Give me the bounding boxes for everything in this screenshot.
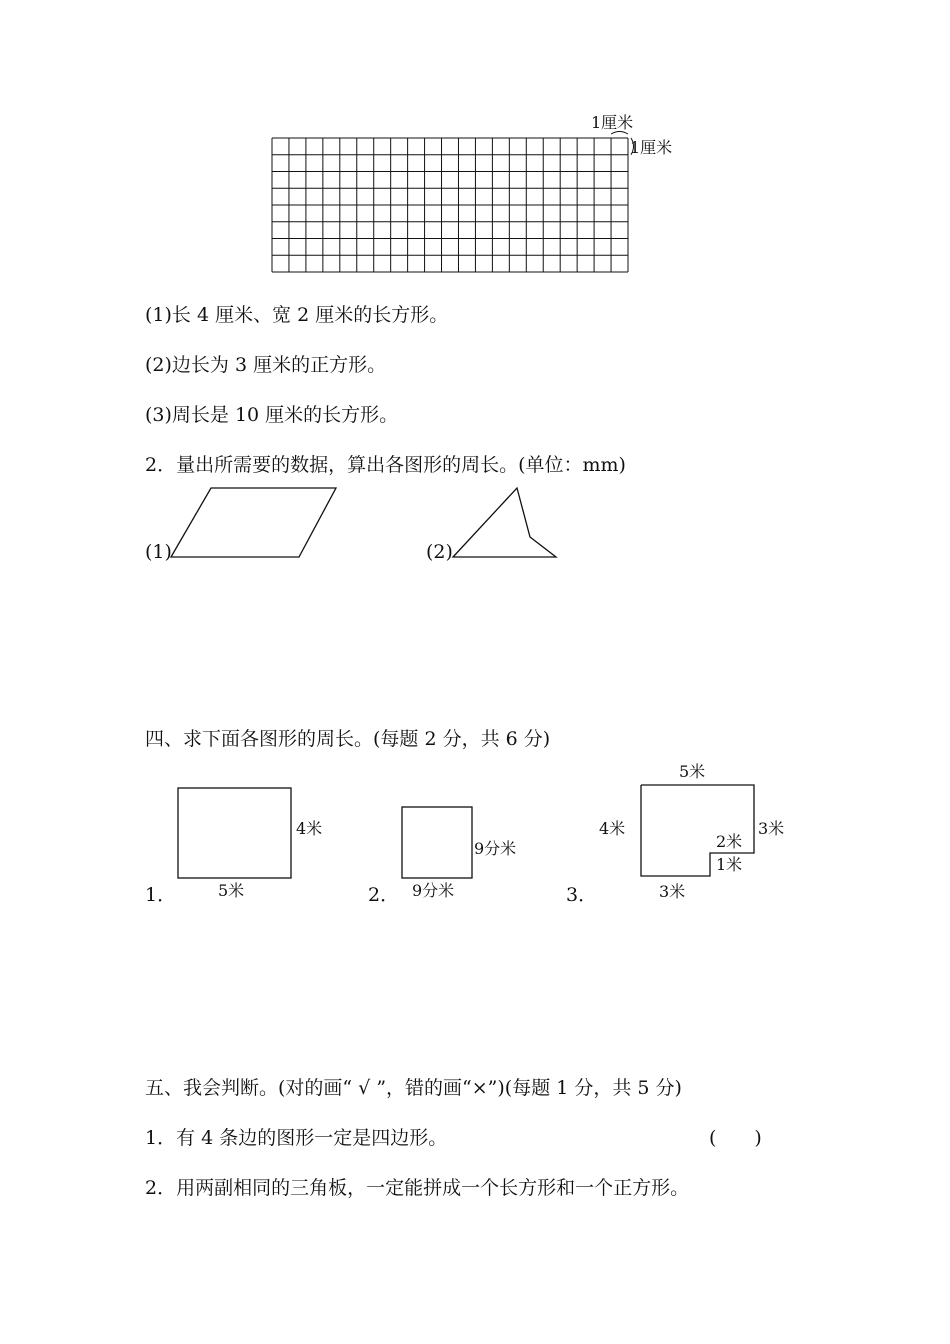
l-shape-right-label: 3米: [758, 819, 785, 838]
answer-blank-1[interactable]: ( ): [709, 1127, 762, 1149]
l-shape-inner-top-label: 2米: [716, 832, 743, 851]
task-rectangle-perimeter-10: (3)周长是 10 厘米的长方形。: [145, 404, 399, 426]
grid-unit-label-top: 1厘米: [591, 113, 634, 132]
rectangle-bottom-label: 5米: [218, 881, 245, 900]
section-five-title: 五、我会判断。(对的画“ √ ”，错的画“×”)(每题 1 分，共 5 分): [145, 1077, 682, 1099]
figure-number-3: 3．: [566, 884, 598, 906]
task-square-3: (2)边长为 3 厘米的正方形。: [145, 354, 387, 376]
grid-unit-label-right: 1厘米: [630, 138, 673, 157]
figure-label-quadrilateral: (2): [426, 541, 453, 563]
l-shape-bottom-label: 3米: [659, 882, 686, 901]
square-grid: [271, 137, 631, 277]
l-shape-inner-step-label: 1米: [716, 855, 743, 874]
square-bottom-label: 9分米: [412, 881, 455, 900]
figure-label-parallelogram: (1): [145, 541, 172, 563]
judge-question-1: 1．有 4 条边的图形一定是四边形。: [145, 1127, 448, 1149]
figure-number-1: 1．: [145, 884, 177, 906]
parallelogram-figure: [165, 484, 365, 564]
quadrilateral-figure: [446, 484, 576, 564]
section-four-title: 四、求下面各图形的周长。(每题 2 分，共 6 分): [145, 728, 551, 750]
square-side-label: 9分米: [474, 839, 517, 858]
figure-number-2: 2．: [368, 884, 400, 906]
square-figure: [400, 805, 476, 883]
l-shape-top-label: 5米: [679, 762, 706, 781]
l-shape-left-label: 4米: [599, 819, 626, 838]
rectangle-side-label: 4米: [296, 819, 323, 838]
rectangle-figure: [176, 786, 296, 881]
task-rectangle-4x2: (1)长 4 厘米、宽 2 厘米的长方形。: [145, 304, 449, 326]
judge-question-2: 2．用两副相同的三角板，一定能拼成一个长方形和一个正方形。: [145, 1177, 690, 1199]
question-measure-perimeter: 2．量出所需要的数据，算出各图形的周长。(单位：mm): [145, 454, 626, 476]
